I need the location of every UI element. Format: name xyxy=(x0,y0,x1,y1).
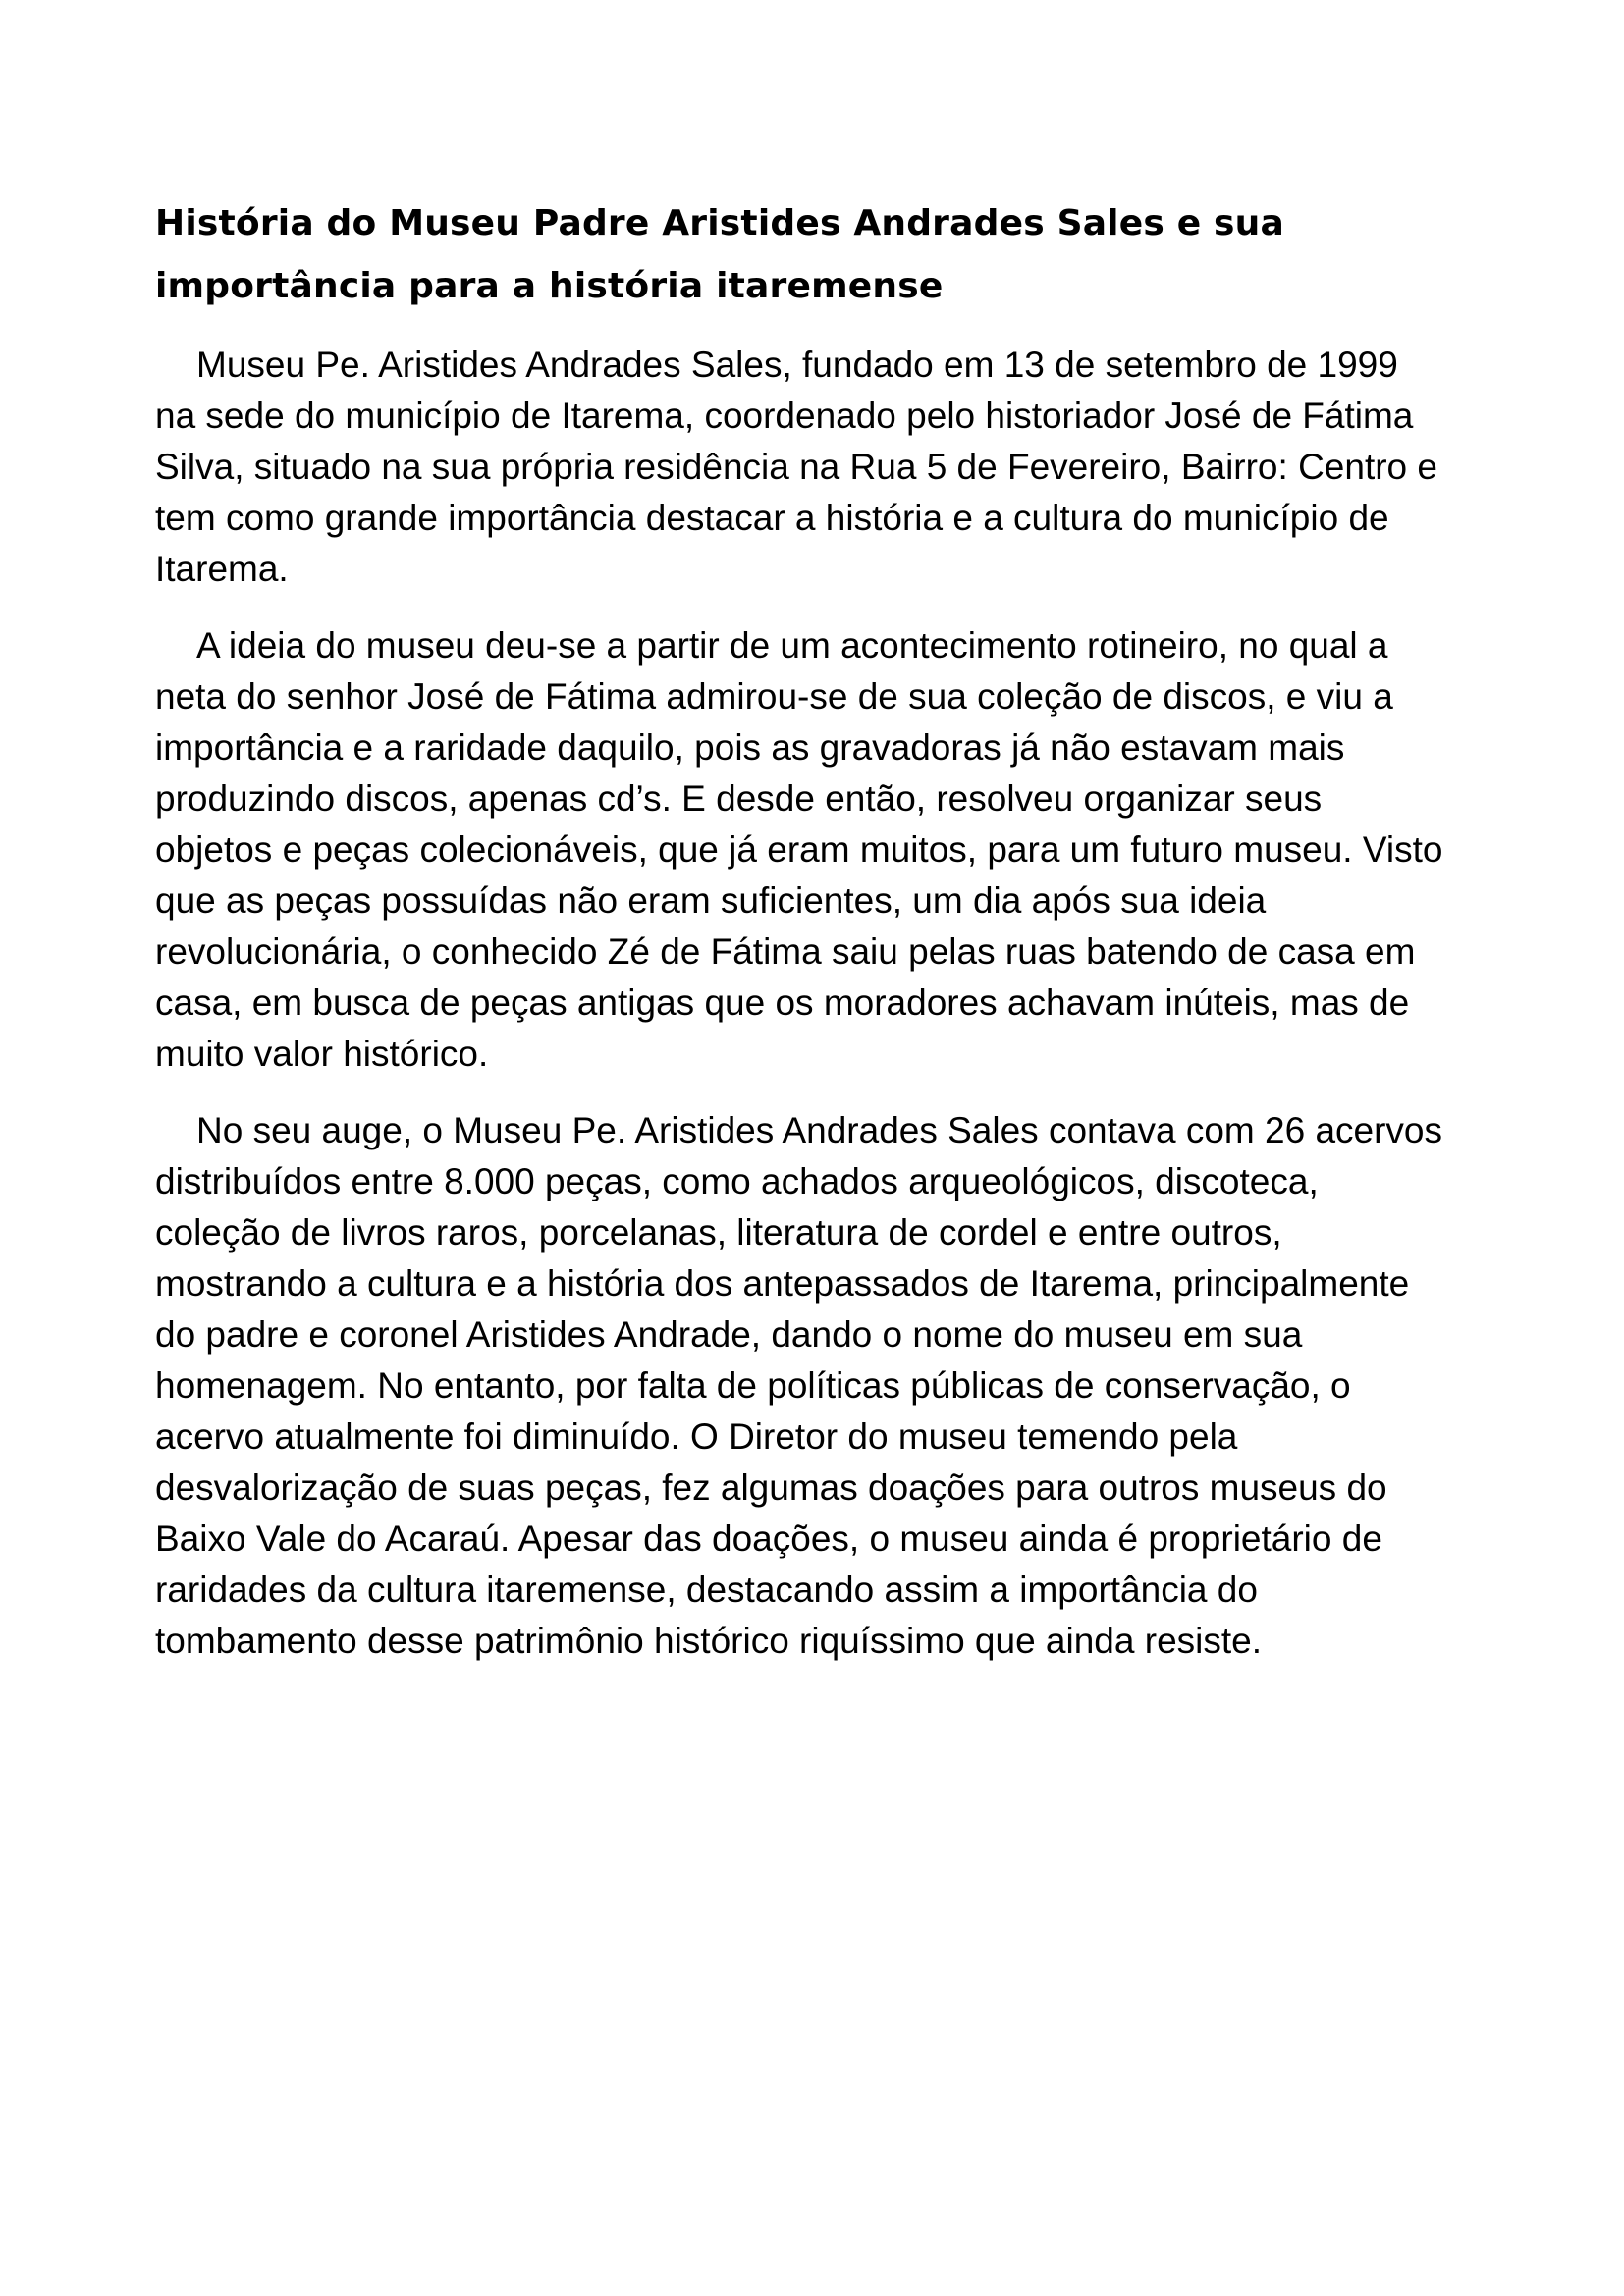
document-body xyxy=(155,192,1443,1692)
document-title: História do Museu Padre Aristides Andrades Sales e sua importância para a história itaremense xyxy=(155,203,1285,306)
paragraph-founding: Museu Pe. Aristides Andrades Sales, fundado em 13 de setembro de 1999 na sede do município de Itarema, coordenado pelo historiador José de Fátima Silva, situado na sua própria residência na Rua 5 de Fevereiro, Bairro: Centro e tem como grande importância destacar a história e a cultura do município de Itarema. xyxy=(155,345,1437,589)
paragraph-collection: No seu auge, o Museu Pe. Aristides Andrades Sales contava com 26 acervos distribuídos entre 8.000 peças, como achados arqueológicos, discoteca, coleção de livros raros, porcelanas, literatura de cordel e entre outros, mostrando a cultura e a história dos antepassados de Itarema, principalmente do padre e coronel Aristides Andrade, dando o nome do museu em sua homenagem. No entanto, por falta de políticas públicas de conservação, o acervo atualmente foi diminuído. O Diretor do museu temendo pela desvalorização de suas peças, fez algumas doações para outros museus do Baixo Vale do Acaraú. Apesar das doações, o museu ainda é proprietário de raridades da cultura itaremense, destacando assim a importância do tombamento desse patrimônio histórico riquíssimo que ainda resiste. xyxy=(155,1110,1443,1661)
paragraph-origin: A ideia do museu deu-se a partir de um acontecimento rotineiro, no qual a neta do senhor José de Fátima admirou-se de sua coleção de discos, e viu a importância e a raridade daquilo, pois as gravadoras já não estavam mais produzindo discos, apenas cd’s. E desde então, resolveu organizar seus objetos e peças colecionáveis, que já eram muitos, para um futuro museu. Visto que as peças possuídas não eram suficientes, um dia após sua ideia revolucionária, o conhecido Zé de Fátima saiu pelas ruas batendo de casa em casa, em busca de peças antigas que os moradores achavam inúteis, mas de muito valor histórico. xyxy=(155,625,1443,1074)
